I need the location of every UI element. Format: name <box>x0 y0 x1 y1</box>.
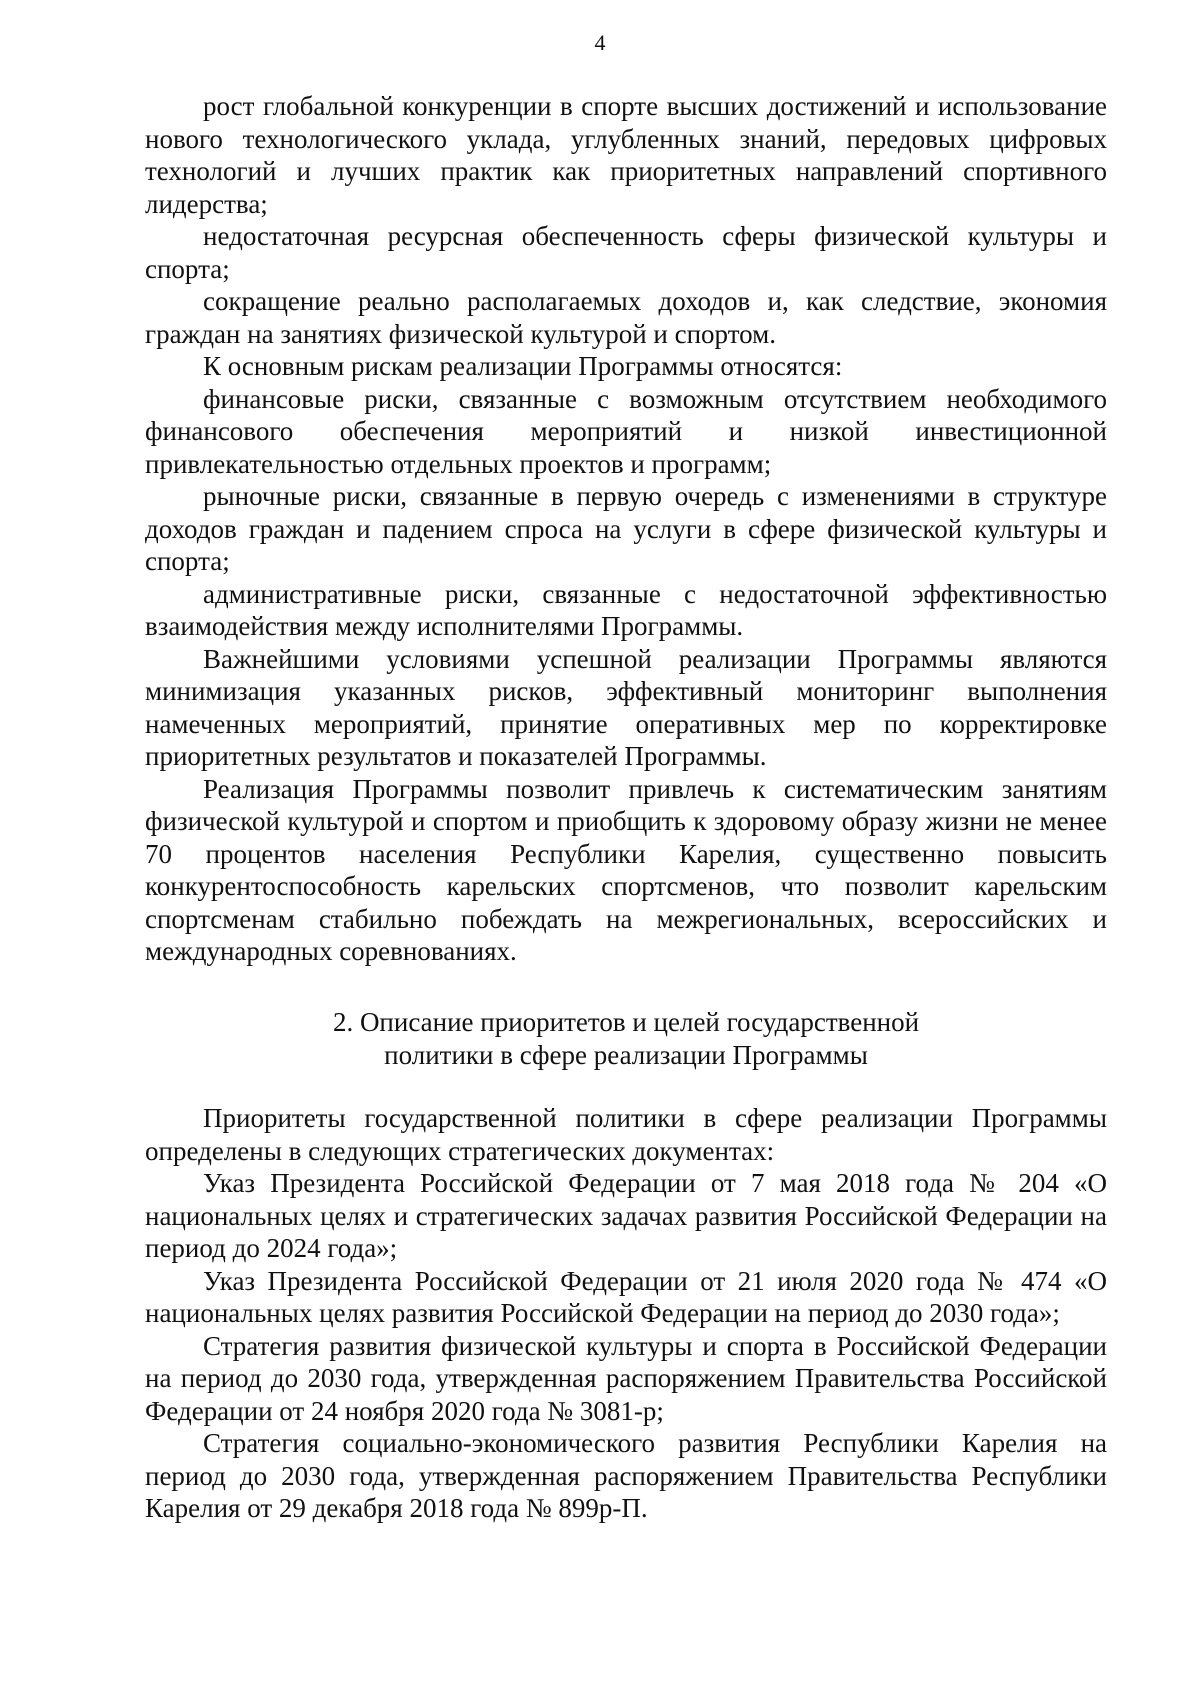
paragraph: недостаточная ресурсная обеспеченность сферы физической культуры и спорта; <box>145 221 1107 284</box>
section-paragraph: Стратегия развития физической культуры и спорта в Российской Федерации на период до 2030 года, утвержденная распоряжением Правительства Российской Федерации от 24 ноября 2020 года № 3081-р; <box>145 1330 1107 1426</box>
paragraph: Реализация Программы позволит привлечь к систематическим занятиям физической культурой и спортом и приобщить к здоровому образу жизни не менее 70 процентов населения Республики Карелия, существенно повысить конкурентоспособность карельских спортсменов, что позволит карельским спортсменам стабильно побеждать на межрегиональных, всероссийских и международных соревнованиях. <box>145 773 1107 966</box>
document-body <box>145 90 1107 968</box>
paragraph: рыночные риски, связанные в первую очередь с изменениями в структуре доходов граждан и падением спроса на услуги в сфере физической культуры и спорта; <box>145 481 1107 576</box>
paragraph: Важнейшими условиями успешной реализации Программы являются минимизация указанных рисков, эффективный мониторинг выполнения намеченных мероприятий, принятие оперативных мер по корректировке приоритетных результатов и показателей Программы. <box>145 643 1107 771</box>
section-body <box>145 1102 1107 1525</box>
paragraph: финансовые риски, связанные с возможным отсутствием необходимого финансового обеспечения мероприятий и низкой инвестиционной привлекательностью отдельных проектов и программ; <box>145 383 1107 479</box>
page-number: 4 <box>594 30 606 55</box>
section-heading <box>145 1006 1107 1071</box>
section-paragraph: Приоритеты государственной политики в сфере реализации Программы определены в следующих стратегических документах: <box>145 1103 1107 1166</box>
section-heading-line: 2. Описание приоритетов и целей государственной <box>332 1007 920 1037</box>
paragraph: К основным рискам реализации Программы относятся: <box>203 351 843 381</box>
section-paragraph: Указ Президента Российской Федерации от 21 июля 2020 года № 474 «О национальных целях развития Российской Федерации на период до 2030 года»; <box>145 1265 1107 1328</box>
paragraph: сокращение реально располагаемых доходов и, как следствие, экономия граждан на занятиях физической культурой и спортом. <box>145 286 1107 349</box>
section-heading-line: политики в сфере реализации Программы <box>384 1039 868 1070</box>
section-paragraph: Стратегия социально-экономического развития Республики Карелия на период до 2030 года, утвержденная распоряжением Правительства Республики Карелия от 29 декабря 2018 года № 899р-П. <box>145 1428 1107 1523</box>
paragraph: рост глобальной конкуренции в спорте высших достижений и использование нового технологического уклада, углубленных знаний, передовых цифровых технологий и лучших практик как приоритетных направлений спортивного лидерства; <box>145 91 1107 219</box>
paragraph: административные риски, связанные с недостаточной эффективностью взаимодействия между исполнителями Программы. <box>145 578 1107 641</box>
section-paragraph: Указ Президента Российской Федерации от 7 мая 2018 года № 204 «О национальных целях и стратегических задачах развития Российской Федерации на период до 2024 года»; <box>145 1168 1107 1263</box>
